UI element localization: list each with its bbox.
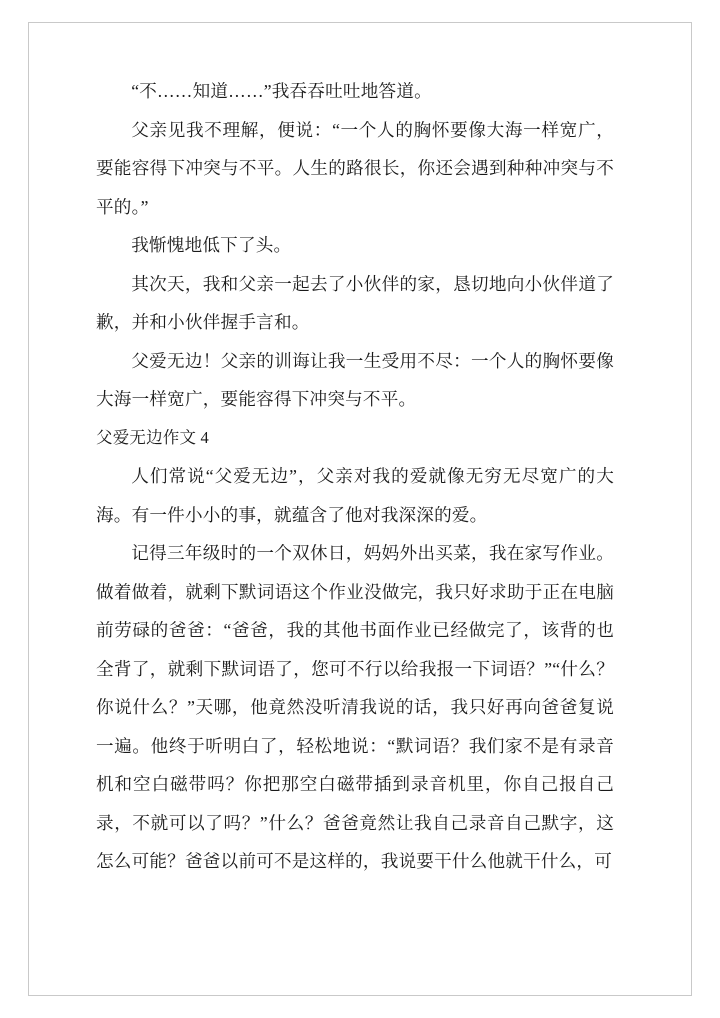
paragraph: 我惭愧地低下了头。 — [131, 235, 292, 255]
paragraph: 人们常说“父爱无边”，父亲对我的爱就像无穷无尽宽广的大海。有一件小小的事，就蕴含了他对我深深的爱。 — [96, 466, 614, 525]
paragraph: 父亲见我不理解，便说：“一个人的胸怀要像大海一样宽广，要能容得下冲突与不平。人生的路很长，你还会遇到种种冲突与不平的。” — [96, 119, 614, 217]
section-heading: 父爱无边作文 4 — [96, 427, 209, 447]
paragraph: 父爱无边！父亲的训诲让我一生受用不尽：一个人的胸怀要像大海一样宽广，要能容得下冲突与不平。 — [96, 350, 614, 409]
paragraph: 记得三年级时的一个双休日，妈妈外出买菜，我在家写作业。做着做着，就剩下默词语这个作业没做完，我只好求助于正在电脑前劳碌的爸爸：“爸爸，我的其他书面作业已经做完了，该背的也全背了，就剩下默词语了，您可不行以给我报一下词语？”“什么？你说什么？”天哪，他竟然没听清我说的话，我只好再向爸爸复说一遍。他终于听明白了，轻松地说：“默词语？我们家不是有录音机和空白磁带吗？你把那空白磁带插到录音机里，你自己报自己录，不就可以了吗？”什么？爸爸竟然让我自己录音自己默字，这怎么可能？爸爸以前可不是这样的，我说要干什么他就干什么，可 — [96, 543, 614, 871]
document-body — [96, 72, 614, 881]
paragraph: 其次天，我和父亲一起去了小伙伴的家，恳切地向小伙伴道了歉，并和小伙伴握手言和。 — [96, 273, 614, 332]
paragraph: “不……知道……”我吞吞吐吐地答道。 — [131, 81, 432, 101]
